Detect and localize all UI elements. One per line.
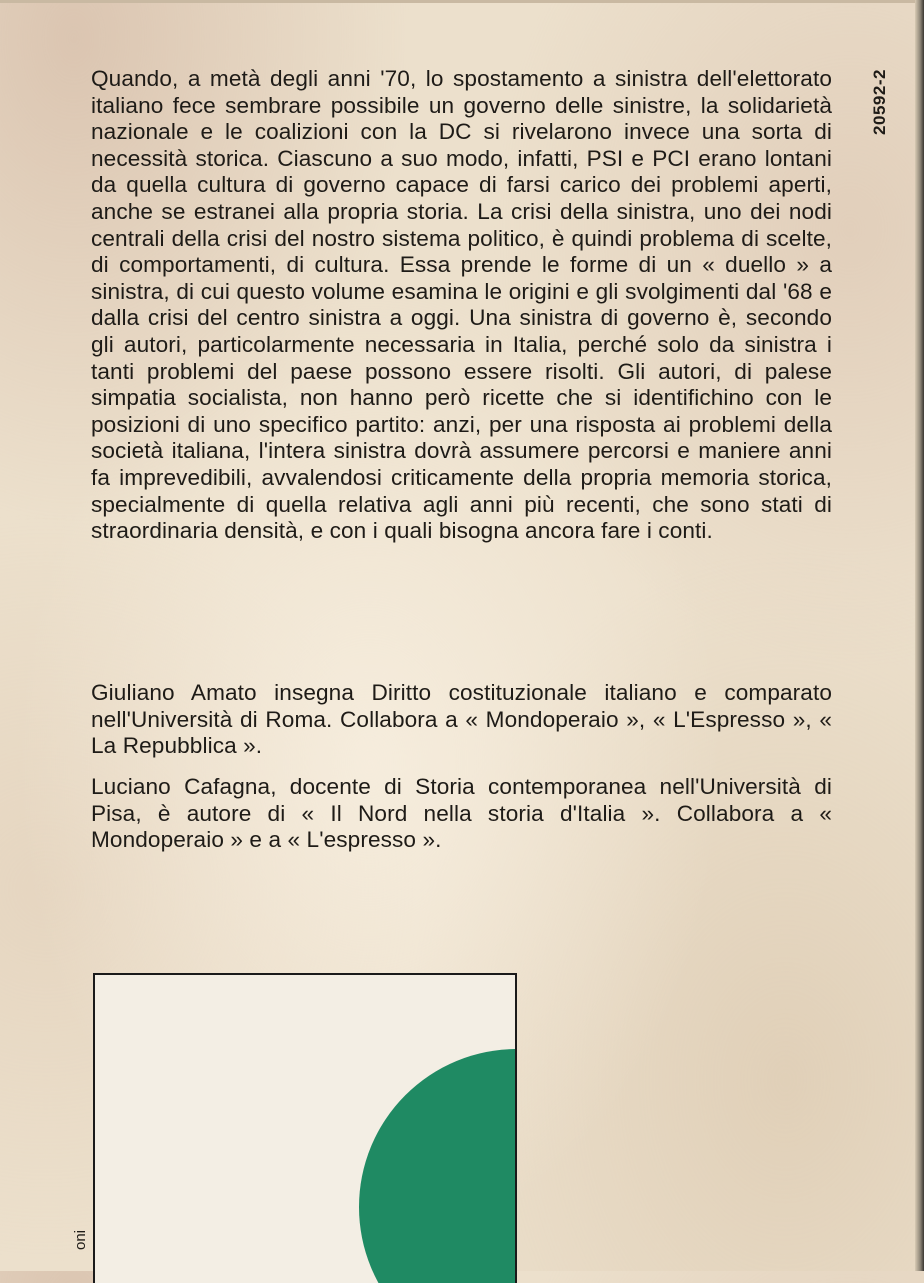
series-logo-box: [93, 973, 517, 1283]
publisher-spine-text: oni: [72, 1230, 89, 1250]
catalog-code: [866, 62, 894, 142]
book-description: Quando, a metà degli anni '70, lo spostamento a sinistra dell'elettorato italiano fece sembrare possibile un governo delle sinistre, la solidarietà nazionale e le coalizioni con la DC si rivelarono invece una sorta di necessità storica. Ciascuno a suo modo, infatti, PSI e PCI erano lontani da quella cultura di governo capace di farsi carico dei problemi aperti, anche se estranei alla propria storia. La crisi della sinistra, uno dei nodi centrali della crisi del nostro sistema politico, è quindi problema di scelte, di comportamenti, di cultura. Essa prende le forme di un « duello » a sinistra, di cui questo volume esamina le origini e gli svolgimenti dal '68 e dalla crisi del centro sinistra a oggi. Una sinistra di governo è, secondo gli autori, particolarmente necessaria in Italia, perché solo da sinistra i tanti problemi del paese possono essere risolti. Gli autori, di palese simpatia socialista, non hanno però ricette che si identifichino con le posizioni di uno specifico partito: anzi, per una risposta ai problemi della società italiana, l'intera sinistra dovrà assumere percorsi e maniere anni fa imprevedibili, avvalendosi criticamente della propria memoria storica, specialmente di quella relativa agli anni più recenti, che sono stati di straordinaria densità, e con i quali bisogna ancora fare i conti.: [91, 66, 832, 544]
green-half-circle-icon: [95, 975, 515, 1283]
catalog-code-text: 20592-2: [870, 69, 889, 135]
author-bio-cafagna: Luciano Cafagna, docente di Storia contemporanea nell'Università di Pisa, è autore di « Il Nord nella storia d'Italia ». Collabora a « Mondoperaio » e a « L'espresso ».: [91, 774, 832, 853]
emblem-circle: [359, 1049, 515, 1283]
book-spine-edge: [915, 0, 924, 1271]
author-bio-amato: Giuliano Amato insegna Diritto costituzionale italiano e comparato nell'Università di Roma. Collabora a « Mondoperaio », « L'Espresso », « La Repubblica ».: [91, 680, 832, 759]
page-top-edge: [0, 0, 924, 3]
publisher-spine-fragment: [70, 1230, 100, 1271]
